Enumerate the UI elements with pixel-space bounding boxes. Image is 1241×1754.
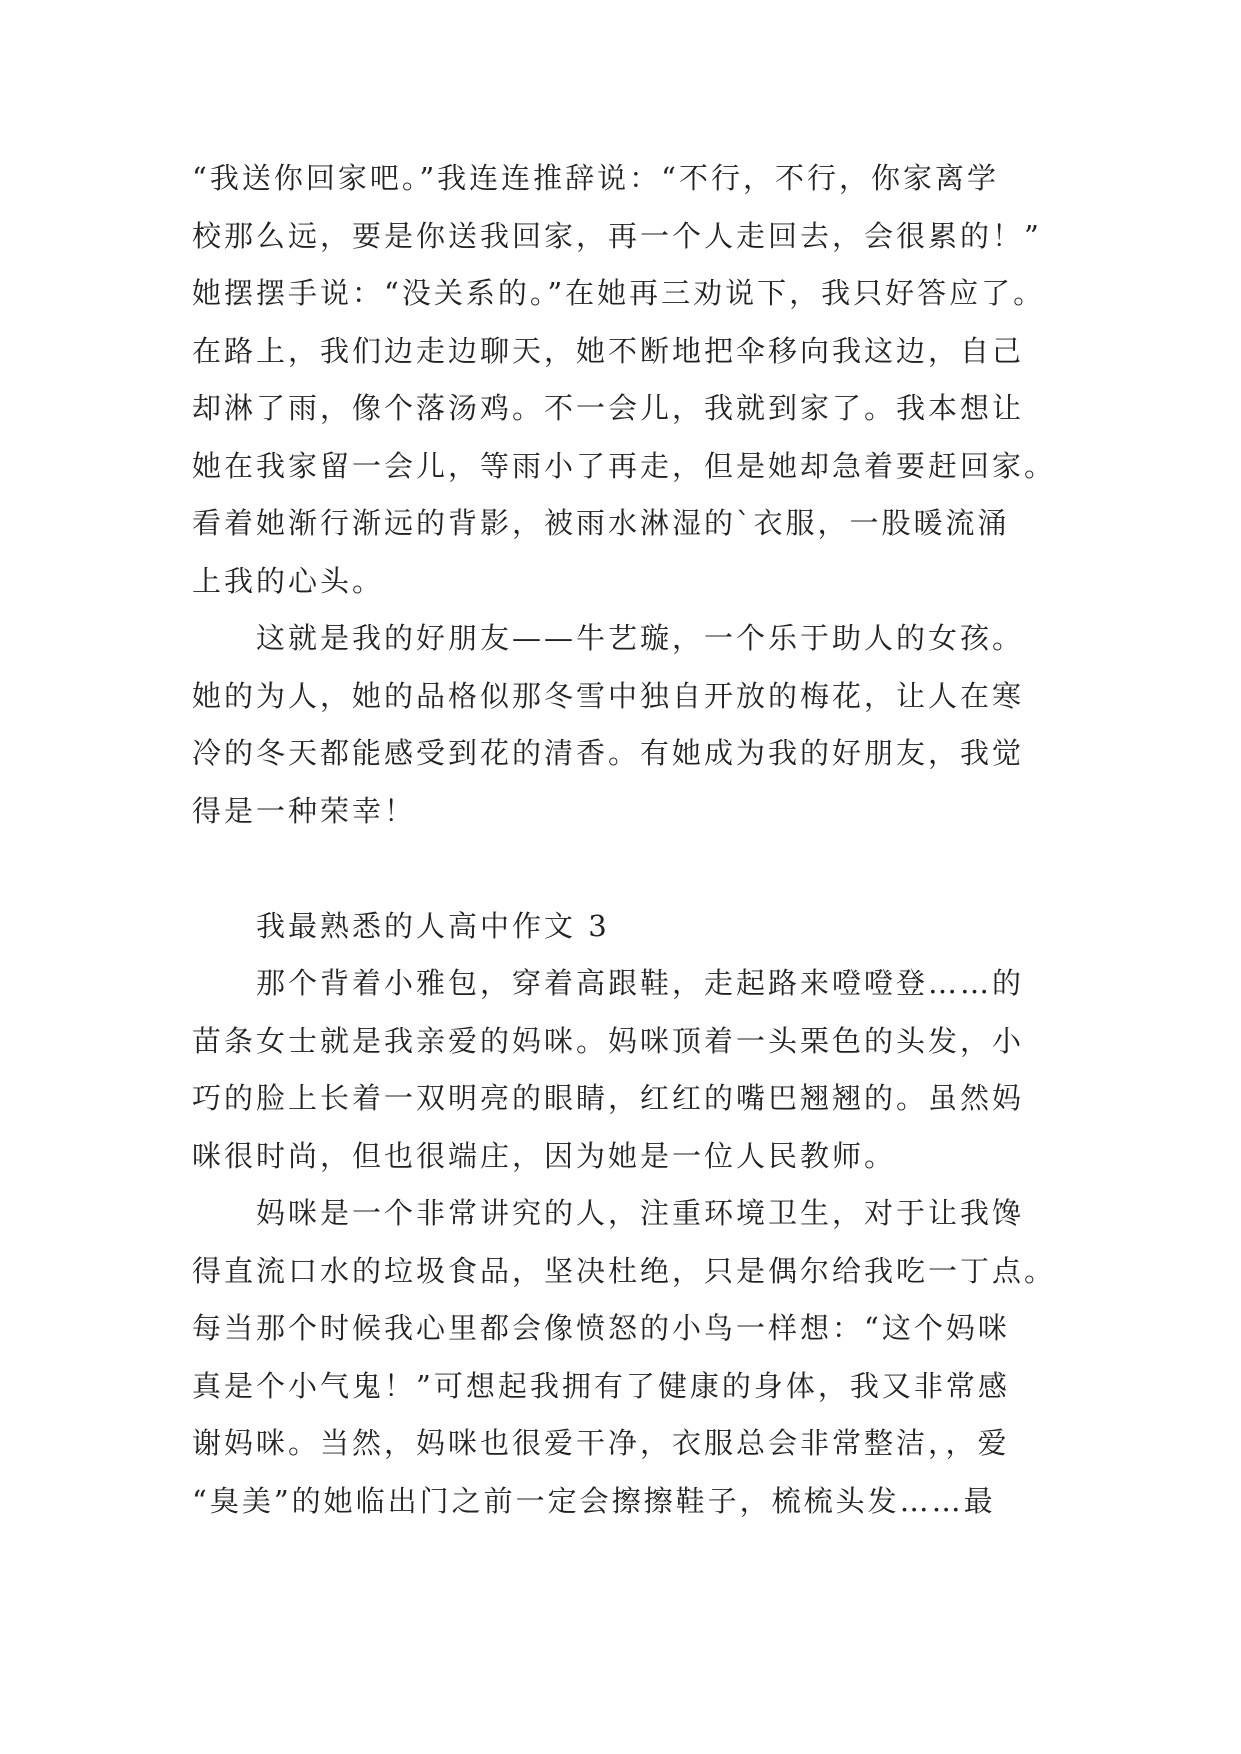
text-line: 在路上，我们边走边聊天，她不断地把伞移向我这边，自己 (192, 333, 1025, 368)
text-line: 得直流口水的垃圾食品，坚决杜绝，只是偶尔给我吃一丁点。 (192, 1253, 1057, 1288)
section-heading: 我最熟悉的人高中作文 3 (256, 908, 610, 943)
blank-line (192, 840, 1072, 898)
text-line: 冷的冬天都能感受到花的清香。有她成为我的好朋友，我觉 (192, 736, 1025, 770)
text-line: 这就是我的好朋友——牛艺璇，一个乐于助人的女孩。 (256, 621, 1025, 655)
text-line: “臭美”的她临出门之前一定会擦擦鞋子，梳梳头发……最 (192, 1483, 996, 1518)
paragraph-friend-conclusion (192, 610, 1072, 840)
text-line: 每当那个时候我心里都会像愤怒的小鸟一样想：“这个妈咪 (192, 1311, 1010, 1345)
text-line: 妈咪是一个非常讲究的人，注重环境卫生，对于让我馋 (256, 1196, 1025, 1230)
paragraph-mom-habits (192, 1185, 1072, 1530)
text-line: 她摆摆手说：“没关系的。”在她再三劝说下，我只好答应了。 (192, 276, 1046, 310)
text-line: 苗条女士就是我亲爱的妈咪。妈咪顶着一头栗色的头发，小 (192, 1023, 1025, 1058)
text-line: 真是个小气鬼！”可想起我拥有了健康的身体，我又非常感 (192, 1368, 1010, 1403)
paragraph-continued (192, 150, 1072, 610)
text-line: “我送你回家吧。”我连连推辞说：“不行，不行，你家离学 (192, 161, 999, 195)
text-line: 她在我家留一会儿，等雨小了再走，但是她却急着要赶回家。 (192, 448, 1057, 483)
document-page (192, 150, 1072, 1530)
text-line: 看着她渐行渐远的背影，被雨水淋湿的`衣服，一股暖流涌 (192, 506, 1010, 540)
text-line: 她的为人，她的品格似那冬雪中独自开放的梅花，让人在寒 (192, 678, 1025, 713)
text-line: 上我的心头。 (192, 563, 385, 598)
paragraph-mom-intro (192, 955, 1072, 1185)
text-line: 校那么远，要是你送我回家，再一个人走回去，会很累的！” (192, 218, 1042, 253)
text-line: 那个背着小雅包，穿着高跟鞋，走起路来噔噔登……的 (256, 966, 1025, 1000)
text-line: 咪很时尚，但也很端庄，因为她是一位人民教师。 (192, 1138, 897, 1173)
text-line: 却淋了雨，像个落汤鸡。不一会儿，我就到家了。我本想让 (192, 391, 1025, 425)
text-line: 谢妈咪。当然，妈咪也很爱干净，衣服总会非常整洁，，爱 (192, 1426, 1010, 1460)
text-line: 巧的脸上长着一双明亮的眼睛，红红的嘴巴翘翘的。虽然妈 (192, 1081, 1025, 1115)
text-line: 得是一种荣幸！ (192, 793, 417, 828)
